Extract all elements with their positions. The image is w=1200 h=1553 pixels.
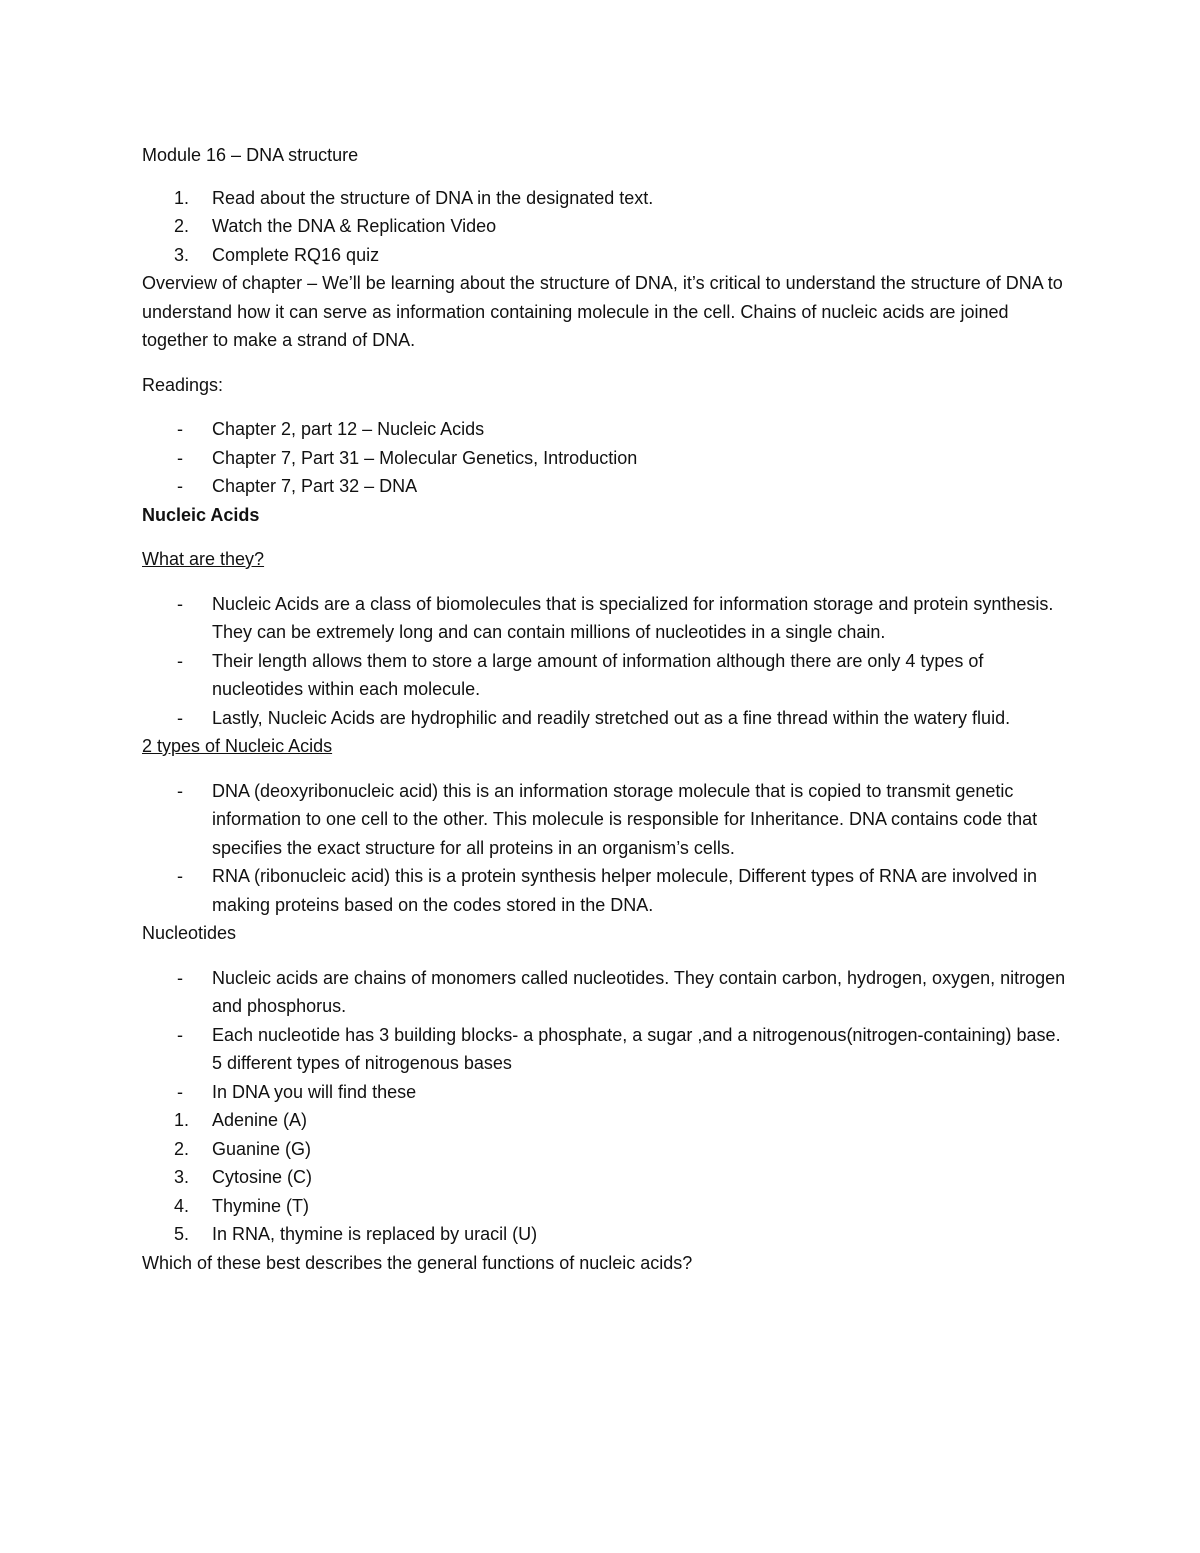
list-item: [142, 777, 1072, 863]
bullet-dash: -: [177, 866, 183, 886]
list-item: [142, 184, 1072, 213]
bases-list: [142, 1106, 1072, 1249]
list-item-text: Chapter 7, Part 31 – Molecular Genetics, Introduction: [212, 447, 638, 468]
list-item: [142, 862, 1072, 919]
what-list: [142, 590, 1072, 733]
bullet-dash: -: [177, 650, 183, 671]
list-number: 3.: [174, 1167, 190, 1187]
list-item-text: Nucleic Acids are a class of biomolecules that is specialized for information storage and protein synthesis. They can be extremely long and can contain millions of nucleotides in a single chain.: [212, 593, 1054, 642]
steps-list: [142, 184, 1072, 270]
section-heading-nucleotides: Nucleotides: [142, 923, 237, 943]
list-number: 2.: [174, 1138, 190, 1159]
list-item: [142, 444, 1072, 473]
bullet-dash: -: [177, 419, 183, 439]
list-item-text: Thymine (T): [212, 1195, 310, 1216]
nucleotides-list: [142, 964, 1072, 1107]
list-item-text: 5 different types of nitrogenous bases: [212, 1053, 512, 1073]
list-item-text: Cytosine (C): [212, 1167, 313, 1187]
list-item: [142, 590, 1072, 647]
bullet-dash: -: [177, 476, 183, 496]
list-item: [142, 1220, 1072, 1249]
bullet-dash: -: [177, 780, 183, 801]
readings-list: [142, 415, 1072, 501]
subheading-two-types: 2 types of Nucleic Acids: [142, 736, 333, 756]
list-item-text: Read about the structure of DNA in the designated text.: [212, 187, 654, 208]
list-number: 2.: [174, 216, 190, 236]
list-item: [142, 1078, 1072, 1107]
bullet-dash: -: [177, 593, 183, 614]
list-item-text: Guanine (G): [212, 1138, 312, 1159]
list-item-text: DNA (deoxyribonucleic acid) this is an information storage molecule that is copied to transmit genetic information to one cell to the other. This molecule is responsible for Inheritance. DNA contains code that specifies the exact structure for all proteins in an organism’s cells.: [212, 780, 1038, 858]
list-item-text: Adenine (A): [212, 1110, 308, 1130]
list-item-text: In DNA you will find these: [212, 1081, 417, 1102]
module-title: Module 16 – DNA structure: [142, 145, 359, 165]
list-item: [142, 212, 1072, 241]
document-page: [142, 141, 1072, 1277]
bullet-dash: -: [177, 1081, 183, 1102]
subheading-what-are-they: What are they?: [142, 549, 265, 569]
list-item-text: Chapter 7, Part 32 – DNA: [212, 476, 418, 496]
list-item: [142, 472, 1072, 501]
overview-paragraph: Overview of chapter – We’ll be learning about the structure of DNA, it’s critical to understand the structure of DNA to understand how it can serve as information containing molecule in the cell. Chains of nucleic acids are joined together to make a strand of DNA.: [142, 273, 1063, 350]
list-number: 4.: [174, 1195, 190, 1216]
list-item-text: Complete RQ16 quiz: [212, 244, 380, 265]
list-item: [142, 1049, 1072, 1078]
list-item-text: Nucleic acids are chains of monomers called nucleotides. They contain carbon, hydrogen, oxygen, nitrogen and phosphorus.: [212, 967, 1066, 1016]
list-item-text: In RNA, thymine is replaced by uracil (U): [212, 1224, 538, 1244]
list-number: 5.: [174, 1224, 190, 1244]
list-item-text: RNA (ribonucleic acid) this is a protein synthesis helper molecule, Different types of RNA are involved in making proteins based on the codes stored in the DNA.: [212, 866, 1038, 915]
list-item: [142, 647, 1072, 704]
list-item: [142, 1163, 1072, 1192]
list-item: [142, 704, 1072, 733]
bullet-dash: -: [177, 447, 183, 468]
bullet-dash: -: [177, 967, 183, 988]
list-item: [142, 1192, 1072, 1221]
list-number: 1.: [174, 187, 190, 208]
list-item-text: Chapter 2, part 12 – Nucleic Acids: [212, 419, 485, 439]
list-item: [142, 964, 1072, 1021]
types-list: [142, 777, 1072, 920]
question-text: Which of these best describes the general functions of nucleic acids?: [142, 1252, 693, 1273]
list-item: [142, 1135, 1072, 1164]
list-item-text: Their length allows them to store a large amount of information although there are only 4 types of nucleotides within each molecule.: [212, 650, 984, 699]
list-item-text: Watch the DNA & Replication Video: [212, 216, 497, 236]
list-item: [142, 415, 1072, 444]
readings-label: Readings:: [142, 374, 224, 395]
section-heading-nucleic-acids: Nucleic Acids: [142, 504, 260, 525]
list-item-text: Each nucleotide has 3 building blocks- a phosphate, a sugar ,and a nitrogenous(nitrogen-containing) base.: [212, 1024, 1061, 1045]
bullet-dash: -: [177, 1024, 183, 1045]
bullet-dash: -: [177, 707, 183, 728]
list-number: 1.: [174, 1110, 190, 1130]
list-item: [142, 241, 1072, 270]
list-number: 3.: [174, 244, 190, 265]
list-item: [142, 1106, 1072, 1135]
list-item-text: Lastly, Nucleic Acids are hydrophilic and readily stretched out as a fine thread within the watery fluid.: [212, 707, 1011, 728]
list-item: [142, 1021, 1072, 1050]
